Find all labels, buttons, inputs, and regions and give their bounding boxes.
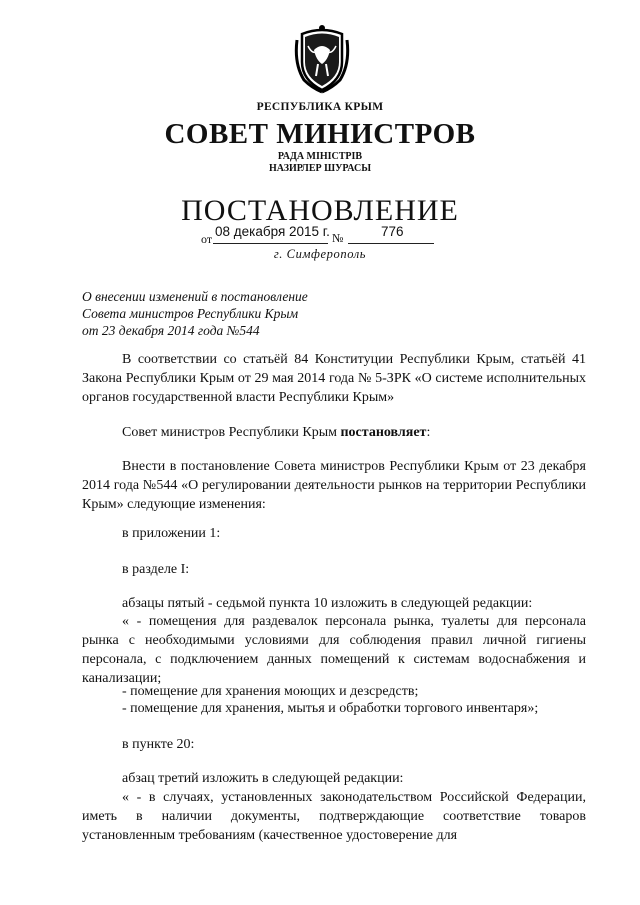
paragraph-amend: Внести в постановление Совета министров Республики Крым от 23 декабря 2014 года №544 «О регулировании деятельности рынков на территории Республики Крым» следующие изменения: [82, 459, 586, 512]
date-prefix: от [201, 232, 213, 246]
crimea-coat-of-arms-icon [294, 24, 350, 94]
paragraph-clause-10: абзацы пятый - седьмой пункта 10 изложить в следующей редакции: [122, 596, 533, 611]
date-underline [213, 243, 328, 244]
paragraph-documents: « - в случаях, установленных законодательством Российской Федерации, иметь в наличии документы, подтверждающие соответствие товаров установленным требованиям (качественное удостоверение для [82, 790, 586, 843]
decree-title: ПОСТАНОВЛЕНИЕ [181, 194, 459, 227]
paragraph-section: в разделе I: [122, 562, 190, 577]
city: г. Симферополь [273, 247, 367, 261]
paragraph-basis: В соответствии со статьёй 84 Конституции Республики Крым, статьёй 41 Закона Республики Крым от 29 мая 2014 года № 5-ЗРК «О системе исполнительных органов государственной власти Республики Крым» [82, 352, 586, 405]
paragraph-appendix: в приложении 1: [122, 526, 221, 541]
decree-date: 08 декабря 2015 г. [215, 224, 330, 239]
list-item: - помещение для хранения, мытья и обработки торгового инвентаря»; [122, 701, 539, 716]
council-name-ukrainian: РАДА МІНІСТРІВ [277, 151, 363, 162]
subject-line: О внесении изменений в постановление [82, 289, 308, 304]
decree-number: 776 [381, 224, 404, 239]
resolves-colon: : [426, 425, 431, 440]
paragraph-third-abzac: абзац третий изложить в следующей редакции: [122, 771, 404, 786]
decree-subject [82, 288, 308, 339]
council-name: СОВЕТ МИНИСТРОВ [164, 118, 476, 150]
decree-dateline [201, 224, 436, 244]
subject-line: от 23 декабря 2014 года №544 [82, 323, 260, 338]
paragraph-premises: « - помещения для раздевалок персонала рынка, туалеты для персонала рынка с необходимыми условиями для соблюдения правил личной гигиены персонала, с подключением данных помещений к системам водоснабжения и канализации; [82, 614, 586, 686]
resolves-keyword: постановляет [340, 425, 427, 440]
number-underline [348, 243, 434, 244]
paragraph-clause-20: в пункте 20: [122, 737, 195, 752]
number-label: № [332, 231, 344, 245]
list-item: - помещение для хранения моющих и дезсредств; [122, 684, 419, 699]
paragraph-resolves [82, 423, 586, 442]
resolves-text: Совет министров Республики Крым [122, 425, 341, 440]
council-name-crimean-tatar: НАЗИРЛЕР ШУРАСЫ [268, 163, 372, 174]
subject-line: Совета министров Республики Крым [82, 306, 299, 321]
republic-name: РЕСПУБЛИКА КРЫМ [256, 101, 384, 113]
